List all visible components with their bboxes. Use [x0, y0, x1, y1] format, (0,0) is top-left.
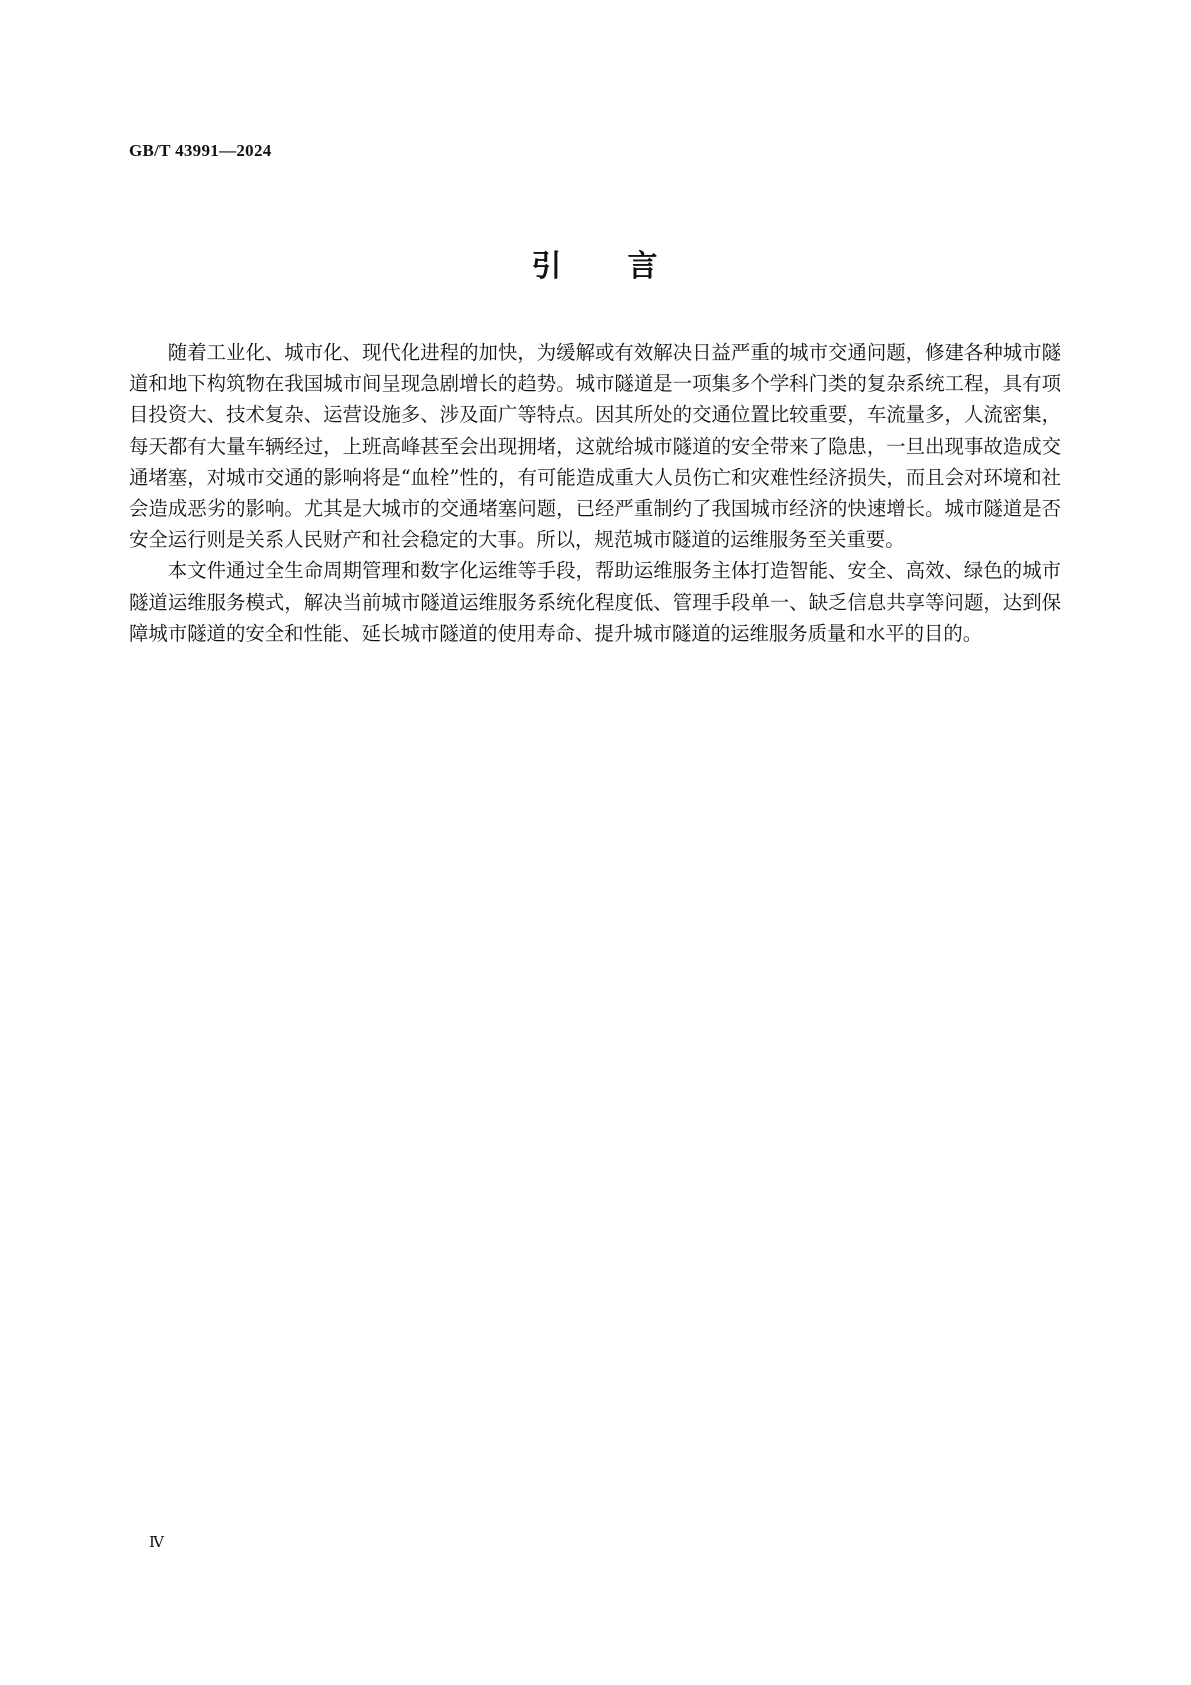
standard-code: GB/T 43991—2024 — [129, 141, 272, 160]
page-number: Ⅳ — [149, 1535, 164, 1551]
body-text — [129, 337, 1061, 649]
section-title: 引 言 — [531, 249, 660, 284]
paragraph-1: 随着工业化、城市化、现代化进程的加快，为缓解或有效解决日益严重的城市交通问题，修建各种城市隧道和地下构筑物在我国城市间呈现急剧增长的趋势。城市隧道是一项集多个学科门类的复杂系统工程，具有项目投资大、技术复杂、运营设施多、涉及面广等特点。因其所处的交通位置比较重要，车流量多，人流密集，每天都有大量车辆经过，上班高峰甚至会出现拥堵，这就给城市隧道的安全带来了隐患，一旦出现事故造成交通堵塞，对城市交通的影响将是“血栓”性的，有可能造成重大人员伤亡和灾难性经济损失，而且会对环境和社会造成恶劣的影响。尤其是大城市的交通堵塞问题，已经严重制约了我国城市经济的快速增长。城市隧道是否安全运行则是关系人民财产和社会稳定的大事。所以，规范城市隧道的运维服务至关重要。 — [129, 341, 1061, 552]
paragraph-2: 本文件通过全生命周期管理和数字化运维等手段，帮助运维服务主体打造智能、安全、高效、绿色的城市隧道运维服务模式，解决当前城市隧道运维服务系统化程度低、管理手段单一、缺乏信息共享等问题，达到保障城市隧道的安全和性能、延长城市隧道的使用寿命、提升城市隧道的运维服务质量和水平的目的。 — [129, 559, 1061, 645]
